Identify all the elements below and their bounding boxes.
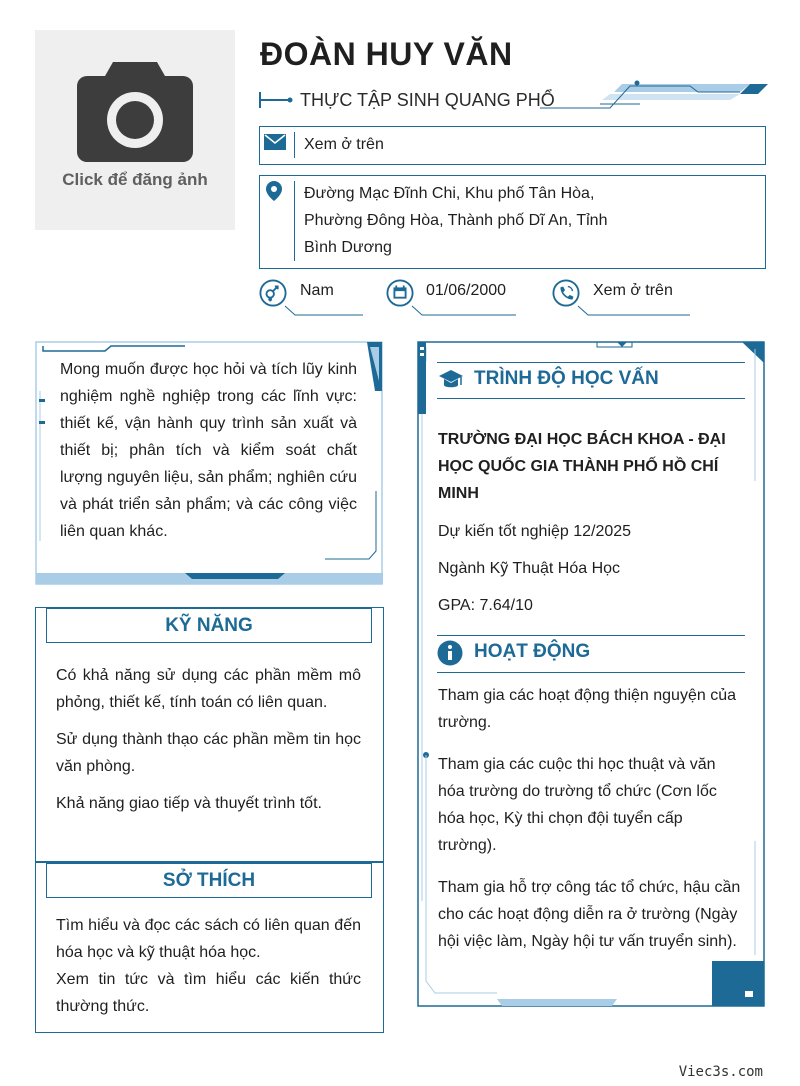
education-heading: TRÌNH ĐỘ HỌC VẤN (474, 368, 659, 389)
activity-item: Tham gia hỗ trợ công tác tổ chức, hậu cần cho các hoạt động diễn ra ở trường (Ngày hội việc làm, Ngày hội tư vấn truyển sinh). (438, 879, 741, 950)
title-line-icon (259, 90, 295, 110)
calendar-icon (386, 279, 414, 307)
job-title: THỰC TẬP SINH QUANG PHỔ (300, 90, 555, 110)
major: Ngành Kỹ Thuật Hóa Học (438, 560, 621, 577)
gpa: GPA: 7.64/10 (438, 597, 533, 614)
skill-item: Sử dụng thành thạo các phần mềm tin học văn phòng. (56, 731, 361, 775)
activity-item: Tham gia các cuộc thi học thuật và văn hóa trường do trường tổ chức (Cơn lốc hóa học, Kỳ thi chọn đội tuyển cấp trường). (438, 756, 717, 854)
gender-value: Nam (300, 282, 334, 299)
phone-icon (552, 279, 580, 307)
education-rule-bottom (437, 398, 745, 399)
info-icon (437, 640, 463, 666)
skills-heading: KỸ NĂNG (46, 608, 372, 643)
activities-heading: HOẠT ĐỘNG (474, 641, 591, 662)
career-objective: Mong muốn được học hỏi và tích lũy kinh nghiệm nghề nghiệp trong các lĩnh vực: thiết kế, vận hành quy trình sản xuất và thiết bị; phân tích và kiểm soát chất lượng nguyên liệu, sản phẩm; nghiên cứu và phát triển sản phẩm; và các công việc liên quan khác. (60, 361, 357, 540)
activities-rule-top (437, 635, 745, 636)
address-line-1: Đường Mạc Đĩnh Chi, Khu phố Tân Hòa, (304, 185, 595, 202)
candidate-name: ĐOÀN HUY VĂN (260, 36, 513, 72)
envelope-icon (264, 134, 286, 150)
school-name: TRƯỜNG ĐẠI HỌC BÁCH KHOA - ĐẠI HỌC QUỐC GIA THÀNH PHỐ HỒ CHÍ MINH (438, 431, 726, 502)
hobbies-list (56, 912, 361, 1020)
address-line-3: Bình Dương (304, 239, 392, 256)
header-decoration (540, 76, 772, 112)
address-value (304, 180, 607, 261)
activities-rule-bottom (437, 672, 745, 673)
graduation-date: Dự kiến tốt nghiệp 12/2025 (438, 523, 632, 540)
skill-item: Có khả năng sử dụng các phần mềm mô phỏng, thiết kế, tính toán có liên quan. (56, 667, 361, 711)
hobby-item: Xem tin tức và tìm hiểu các kiến thức thường thức. (56, 971, 361, 1015)
skills-list (56, 662, 361, 817)
hobbies-heading: SỞ THÍCH (46, 863, 372, 898)
graduation-cap-icon (438, 369, 464, 391)
phone-value: Xem ở trên (593, 282, 673, 299)
activity-item: Tham gia các hoạt động thiện nguyện của trường. (438, 687, 736, 731)
hobby-item: Tìm hiểu và đọc các sách có liên quan đến hóa học và kỹ thuật hóa học. (56, 917, 361, 961)
education-rule-top (437, 362, 745, 363)
watermark-brand: Viec3s.com (678, 1064, 763, 1080)
location-pin-icon (265, 181, 283, 203)
address-line-2: Phường Đông Hòa, Thành phố Dĩ An, Tỉnh (304, 212, 608, 229)
email-value: Xem ở trên (304, 136, 384, 153)
photo-upload-label: Click để đăng ảnh (62, 170, 208, 189)
avatar-upload[interactable] (35, 30, 235, 230)
skill-item: Khả năng giao tiếp và thuyết trình tốt. (56, 795, 322, 812)
birthday-value: 01/06/2000 (426, 282, 507, 299)
gender-icon (259, 279, 287, 307)
camera-icon (75, 58, 195, 164)
